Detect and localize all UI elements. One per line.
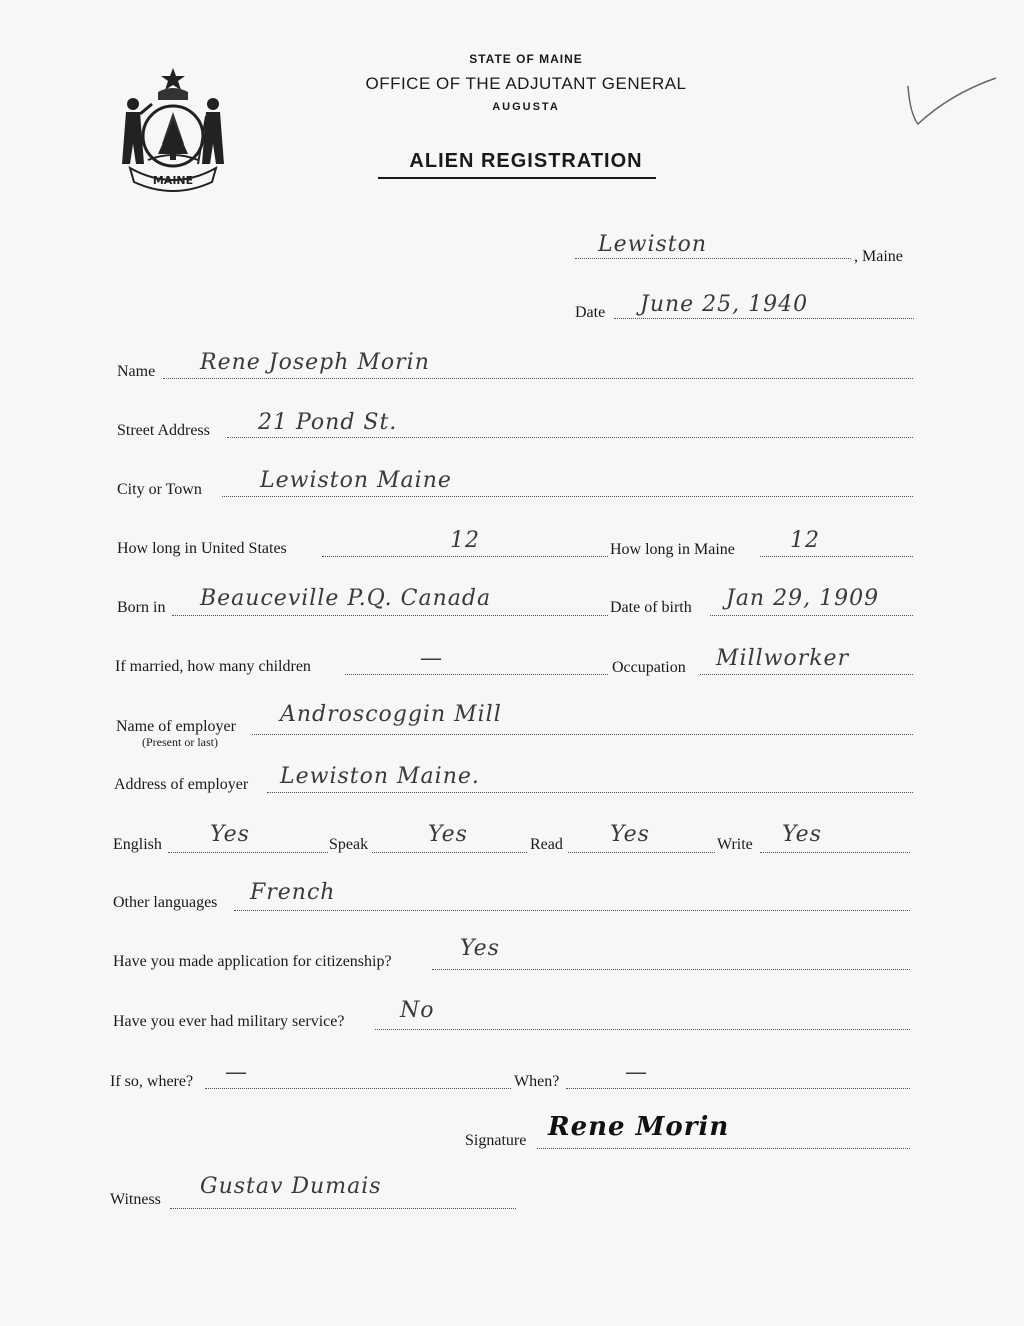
born-line [172, 615, 608, 616]
signature-line [537, 1148, 910, 1149]
employer-address-label: Address of employer [114, 776, 249, 793]
citizenship-line [432, 969, 910, 970]
state-heading: STATE OF MAINE [469, 52, 583, 66]
write-line [760, 852, 910, 853]
speak-line [372, 852, 527, 853]
where-label: If so, where? [110, 1073, 194, 1090]
speak-label: Speak [329, 836, 369, 853]
when-value: — [625, 1060, 648, 1085]
employer-line [252, 734, 913, 735]
when-line [566, 1088, 910, 1089]
witness-value: Gustav Dumais [200, 1174, 382, 1199]
name-label: Name [117, 363, 156, 380]
witness-line [170, 1208, 516, 1209]
english-label: English [113, 836, 162, 853]
name-value: Rene Joseph Morin [200, 350, 430, 375]
where-line [205, 1088, 511, 1089]
english-line [168, 852, 328, 853]
employer-address-value: Lewiston Maine. [280, 764, 480, 789]
date-value: June 25, 1940 [640, 292, 809, 317]
us-years-label: How long in United States [117, 540, 287, 557]
employer-address-line [267, 792, 913, 793]
street-value: 21 Pond St. [258, 410, 398, 435]
occupation-line [700, 674, 913, 675]
employer-sublabel: (Present or last) [142, 735, 218, 749]
other-languages-value: French [250, 880, 336, 905]
english-value: Yes [210, 822, 250, 847]
place-suffix: , Maine [854, 248, 903, 265]
date-line [614, 318, 914, 319]
employer-label: Name of employer [116, 718, 236, 735]
write-value: Yes [782, 822, 822, 847]
place-line [575, 258, 851, 259]
svg-text:MAINE: MAINE [152, 174, 194, 187]
name-line [163, 378, 913, 379]
military-line [375, 1029, 910, 1030]
place-value: Lewiston [598, 232, 708, 257]
occupation-value: Millworker [716, 646, 850, 671]
occupation-label: Occupation [612, 659, 686, 676]
us-years-line [322, 556, 608, 557]
children-line [345, 674, 608, 675]
street-label: Street Address [117, 422, 210, 439]
signature-value: Rene Morin [548, 1112, 730, 1142]
title-underline [378, 177, 656, 179]
born-value: Beauceville P.Q. Canada [200, 586, 492, 611]
maine-years-line [760, 556, 913, 557]
city-label: City or Town [117, 481, 202, 498]
other-languages-label: Other languages [113, 894, 218, 911]
military-label: Have you ever had military service? [113, 1013, 345, 1030]
dob-value: Jan 29, 1909 [726, 586, 880, 611]
form-title: ALIEN REGISTRATION [409, 150, 643, 172]
maine-years-value: 12 [790, 528, 820, 553]
read-label: Read [530, 836, 563, 853]
city-heading: AUGUSTA [492, 101, 560, 113]
street-line [227, 437, 913, 438]
read-value: Yes [610, 822, 650, 847]
signature-label: Signature [465, 1132, 527, 1149]
citizenship-value: Yes [460, 936, 500, 961]
citizenship-label: Have you made application for citizenship? [113, 953, 392, 970]
children-value: — [420, 646, 443, 671]
dob-label: Date of birth [610, 599, 692, 616]
dob-line [710, 615, 913, 616]
when-label: When? [514, 1073, 560, 1090]
date-label: Date [575, 304, 606, 321]
maine-years-label: How long in Maine [610, 541, 735, 558]
speak-value: Yes [428, 822, 468, 847]
children-label: If married, how many children [115, 658, 311, 675]
check-mark-icon [900, 74, 1000, 134]
employer-value: Androscoggin Mill [280, 702, 502, 727]
city-line [222, 496, 913, 497]
office-heading: OFFICE OF THE ADJUTANT GENERAL [365, 74, 687, 93]
military-value: No [400, 998, 435, 1023]
born-label: Born in [117, 599, 166, 616]
write-label: Write [717, 836, 753, 853]
read-line [568, 852, 715, 853]
city-value: Lewiston Maine [260, 468, 452, 493]
witness-label: Witness [110, 1191, 161, 1208]
us-years-value: 12 [450, 528, 480, 553]
other-languages-line [234, 910, 910, 911]
where-value: — [225, 1060, 248, 1085]
